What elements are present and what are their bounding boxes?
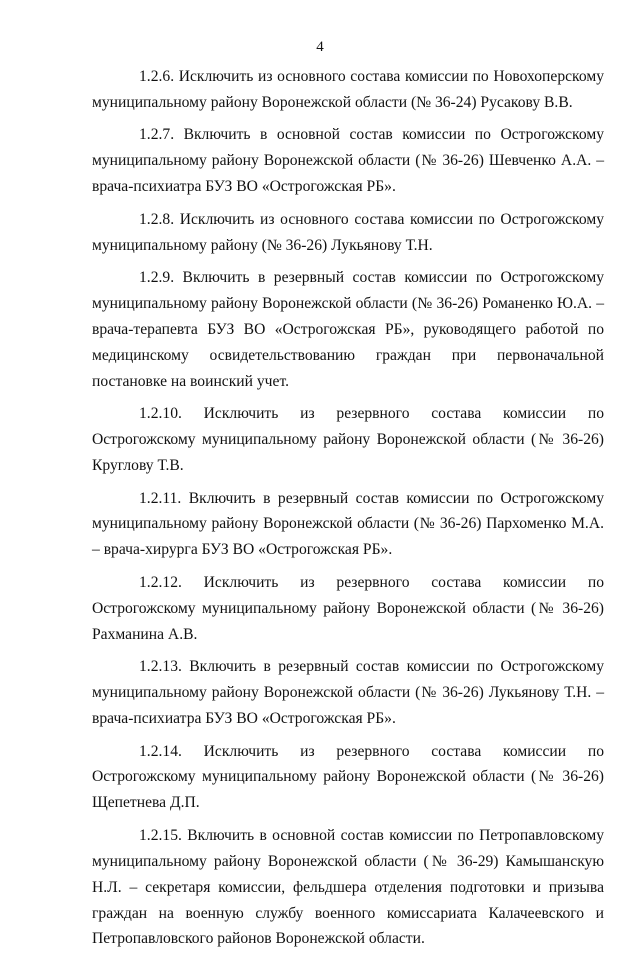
paragraph-1-2-6: 1.2.6. Исключить из основного состава комиссии по Новохоперскому муниципальному району Воронежской области (№ 36-24) Русакову В.В. <box>92 68 604 111</box>
paragraph-1-2-10: 1.2.10. Исключить из резервного состава комиссии по Острогожскому муниципальному району Воронежской области (№ 36-26) Круглову Т.В. <box>92 405 604 475</box>
paragraph-1-2-11: 1.2.11. Включить в резервный состав комиссии по Острогожскому муниципальному району Воронежской области (№ 36-26) Пархоменко М.А. – врача-хирурга БУЗ ВО «Острогожская РБ». <box>92 489 604 559</box>
paragraph-1-2-13: 1.2.13. Включить в резервный состав комиссии по Острогожскому муниципальному району Воронежской области (№ 36-26) Лукьянову Т.Н. – врача-психиатра БУЗ ВО «Острогожская РБ». <box>92 658 604 727</box>
page-number: 4 <box>316 39 324 55</box>
paragraph-1-2-8: 1.2.8. Исключить из основного состава комиссии по Острогожскому муниципальному району (№ 36-26) Лукьянову Т.Н. <box>92 210 604 254</box>
paragraph-1-2-12: 1.2.12. Исключить из резервного состава комиссии по Острогожскому муниципальному району Воронежской области (№ 36-26) Рахманина А.В. <box>92 573 604 643</box>
paragraph-1-2-15: 1.2.15. Включить в основной состав комиссии по Петропавловскому муниципальному району Воронежской области (№ 36-29) Камышанскую Н.Л. – секретаря комиссии, фельдшера отделения подготовки и призыва граждан на военную службу военного комиссариата Калачеевского и Петропавловского районов Воронежской области. <box>92 826 604 948</box>
paragraph-1-2-7: 1.2.7. Включить в основной состав комиссии по Острогожскому муниципальному району Воронежской области (№ 36-26) Шевченко А.А. – врача-психиатра БУЗ ВО «Острогожская РБ». <box>92 126 604 196</box>
paragraph-1-2-9: 1.2.9. Включить в резервный состав комиссии по Острогожскому муниципальному району Воронежской области (№ 36-26) Романенко Ю.А. – врача-терапевта БУЗ ВО «Острогожская РБ», руководящего работой по медицинскому освидетельствованию граждан при первоначальной постановке на воинский учет. <box>92 269 604 390</box>
document-body <box>92 64 604 959</box>
paragraph-1-2-14: 1.2.14. Исключить из резервного состава комиссии по Острогожскому муниципальному району Воронежской области (№ 36-26) Щепетнева Д.П. <box>92 742 604 812</box>
